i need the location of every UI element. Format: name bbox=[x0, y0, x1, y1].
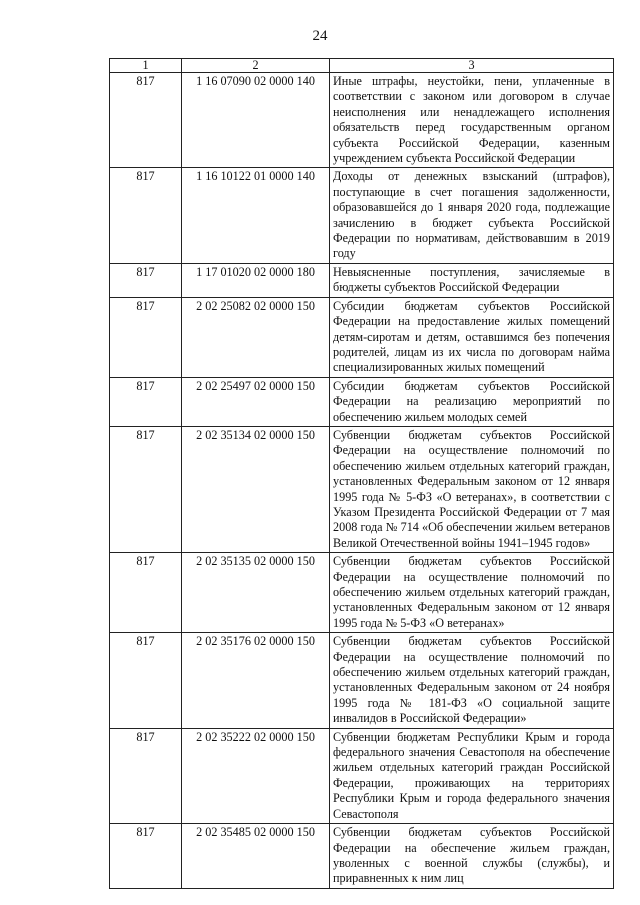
admin-code-cell: 817 bbox=[110, 377, 182, 426]
description-cell: Доходы от денежных взысканий (штрафов), поступающие в счет погашения задолженности, образовавшейся до 1 января 2020 года, подлежащие зачислению в бюджет субъекта Российской Федерации по нормативам, действовавшим в 2019 году bbox=[330, 168, 614, 263]
table-row bbox=[110, 168, 614, 263]
revenue-code-cell: 1 16 07090 02 0000 140 bbox=[182, 73, 330, 168]
admin-code-cell: 817 bbox=[110, 633, 182, 728]
table-row bbox=[110, 263, 614, 297]
revenue-code-cell: 2 02 35222 02 0000 150 bbox=[182, 728, 330, 823]
column-header-description: 3 bbox=[330, 59, 614, 73]
revenue-code-cell: 1 17 01020 02 0000 180 bbox=[182, 263, 330, 297]
description-cell: Субсидии бюджетам субъектов Российской Федерации на реализацию мероприятий по обеспечению жильем молодых семей bbox=[330, 377, 614, 426]
admin-code-cell: 817 bbox=[110, 168, 182, 263]
admin-code-cell: 817 bbox=[110, 824, 182, 889]
table-row bbox=[110, 73, 614, 168]
description-cell: Субвенции бюджетам Республики Крым и города федерального значения Севастополя на обеспечение жильем отдельных категорий граждан Российской Федерации, проживающих на территориях Республики Крым и города федерального значения Севастополя bbox=[330, 728, 614, 823]
description-cell: Субвенции бюджетам субъектов Российской Федерации на осуществление полномочий по обеспечению жильем отдельных категорий граждан, установленных Федеральным законом от 24 ноября 1995 года № 181-ФЗ «О социальной защите инвалидов в Российской Федерации» bbox=[330, 633, 614, 728]
table-row bbox=[110, 633, 614, 728]
description-cell: Невыясненные поступления, зачисляемые в бюджеты субъектов Российской Федерации bbox=[330, 263, 614, 297]
admin-code-cell: 817 bbox=[110, 426, 182, 552]
revenue-code-cell: 1 16 10122 01 0000 140 bbox=[182, 168, 330, 263]
table-row bbox=[110, 728, 614, 823]
budget-codes-table bbox=[109, 58, 614, 889]
description-cell: Иные штрафы, неустойки, пени, уплаченные в соответствии с законом или договором в случае неисполнения или ненадлежащего исполнения обязательств перед государственным органом субъекта Российской Федерации, казенным учреждением субъекта Российской Федерации bbox=[330, 73, 614, 168]
table-row bbox=[110, 553, 614, 633]
revenue-code-cell: 2 02 35134 02 0000 150 bbox=[182, 426, 330, 552]
page-number: 24 bbox=[312, 28, 328, 44]
admin-code-cell: 817 bbox=[110, 728, 182, 823]
revenue-code-cell: 2 02 35176 02 0000 150 bbox=[182, 633, 330, 728]
table-row bbox=[110, 377, 614, 426]
description-cell: Субсидии бюджетам субъектов Российской Федерации на предоставление жилых помещений детям-сиротам и детям, оставшимся без попечения родителей, лицам из их числа по договорам найма специализированных жилых помещений bbox=[330, 297, 614, 377]
revenue-code-cell: 2 02 35135 02 0000 150 bbox=[182, 553, 330, 633]
description-cell: Субвенции бюджетам субъектов Российской Федерации на осуществление полномочий по обеспечению жильем отдельных категорий граждан, установленных Федеральным законом от 12 января 1995 года № 5-ФЗ «О ветеранах» bbox=[330, 553, 614, 633]
admin-code-cell: 817 bbox=[110, 553, 182, 633]
revenue-code-cell: 2 02 35485 02 0000 150 bbox=[182, 824, 330, 889]
admin-code-cell: 817 bbox=[110, 73, 182, 168]
admin-code-cell: 817 bbox=[110, 263, 182, 297]
table-header-row bbox=[110, 59, 614, 73]
column-header-admin: 1 bbox=[110, 59, 182, 73]
table-row bbox=[110, 824, 614, 889]
revenue-code-cell: 2 02 25082 02 0000 150 bbox=[182, 297, 330, 377]
column-header-code: 2 bbox=[182, 59, 330, 73]
revenue-code-cell: 2 02 25497 02 0000 150 bbox=[182, 377, 330, 426]
description-cell: Субвенции бюджетам субъектов Российской Федерации на осуществление полномочий по обеспечению жильем отдельных категорий граждан, установленных Федеральным законом от 12 января 1995 года № 5-ФЗ «О ветеранах», в соответствии с Указом Президента Российской Федерации от 7 мая 2008 года № 714 «Об обеспечении жильем ветеранов Великой Отечественной войны 1941–1945 годов» bbox=[330, 426, 614, 552]
table-row bbox=[110, 426, 614, 552]
admin-code-cell: 817 bbox=[110, 297, 182, 377]
table-row bbox=[110, 297, 614, 377]
description-cell: Субвенции бюджетам субъектов Российской Федерации на обеспечение жильем граждан, уволенных с военной службы (службы), и приравненных к ним лиц bbox=[330, 824, 614, 889]
